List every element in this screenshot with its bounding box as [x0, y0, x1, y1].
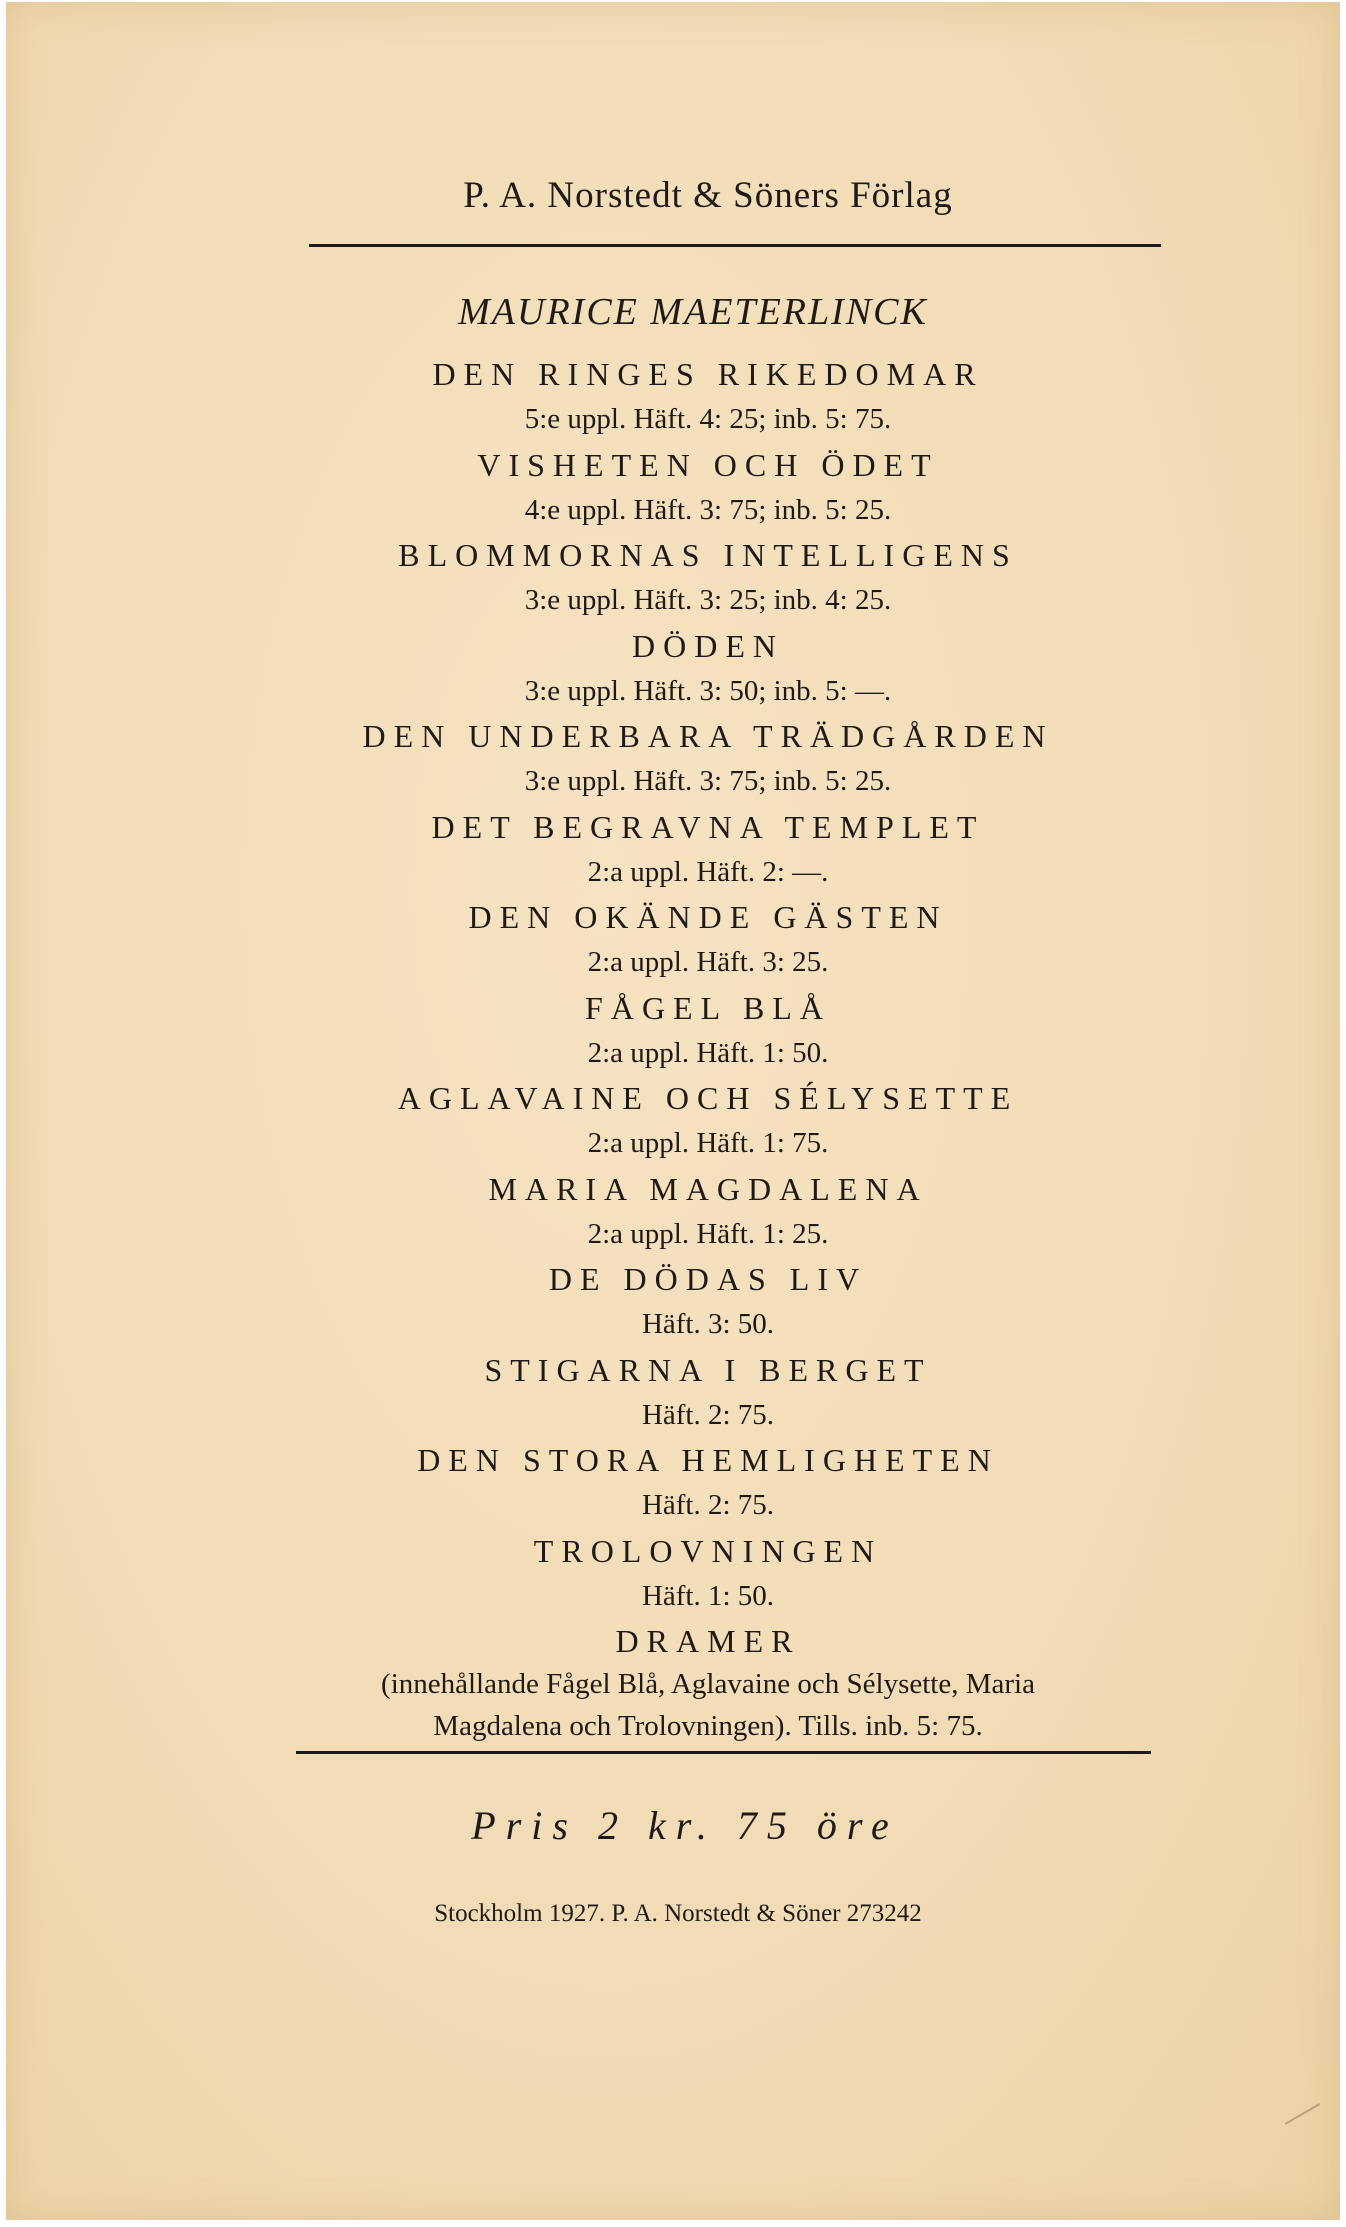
paper-page [6, 2, 1340, 2220]
book-title: STIGARNA I BERGET [484, 1351, 932, 1388]
book-entry [76, 714, 1340, 805]
dramer-title: DRAMER [615, 1623, 801, 1659]
publisher-heading: P. A. Norstedt & Söners Förlag [463, 175, 953, 216]
book-entry [76, 895, 1340, 986]
book-title: VISHETEN OCH ÖDET [477, 446, 939, 483]
top-rule [309, 244, 1161, 247]
dramer-note-line-1: (innehållande Fågel Blå, Aglavaine och Sélysette, Maria [381, 1668, 1035, 1700]
book-price: Häft. 2: 75. [641, 1398, 775, 1431]
book-price: 2:a uppl. Häft. 1: 75. [587, 1127, 829, 1159]
book-price: 2:a uppl. Häft. 1: 50. [587, 1036, 829, 1069]
book-entry [76, 1076, 1340, 1167]
book-title: TROLOVNINGEN [533, 1532, 883, 1569]
book-title: MARIA MAGDALENA [488, 1170, 928, 1207]
book-title: DET BEGRAVNA TEMPLET [431, 808, 985, 845]
pencil-mark [1285, 2103, 1328, 2137]
book-entry [76, 986, 1340, 1077]
book-entry [76, 533, 1340, 624]
book-price: Häft. 2: 75. [641, 1489, 775, 1521]
book-price: 4:e uppl. Häft. 3: 75; inb. 5: 25. [524, 493, 892, 526]
book-title: DEN STORA HEMLIGHETEN [417, 1442, 999, 1478]
book-title: DE DÖDAS LIV [548, 1261, 868, 1297]
book-price: Häft. 3: 50. [641, 1308, 775, 1340]
book-price: 2:a uppl. Häft. 2: —. [587, 855, 829, 888]
book-title: AGLAVAINE OCH SÉLYSETTE [397, 1080, 1019, 1116]
dramer-note-line-2: Magdalena och Trolovningen). Tills. inb. 5: 75. [433, 1710, 983, 1742]
book-entry [76, 352, 1340, 443]
book-entry [76, 1167, 1340, 1258]
book-price: 3:e uppl. Häft. 3: 50; inb. 5: —. [524, 674, 892, 707]
book-price: 5:e uppl. Häft. 4: 25; inb. 5: 75. [524, 403, 892, 435]
book-entry [76, 1348, 1340, 1439]
book-price: 2:a uppl. Häft. 3: 25. [587, 946, 829, 978]
bottom-rule [296, 1751, 1151, 1754]
book-price: Häft. 1: 50. [641, 1579, 775, 1612]
book-entry [76, 1438, 1340, 1529]
price-statement: Pris 2 kr. 75 öre [471, 1803, 899, 1848]
book-title: BLOMMORNAS INTELLIGENS [398, 537, 1018, 573]
dramer-entry [76, 1619, 1340, 1747]
book-title: DEN UNDERBARA TRÄDGÅRDEN [362, 718, 1054, 754]
book-entry [76, 1257, 1340, 1348]
book-title: DÖDEN [632, 627, 784, 664]
book-entry [76, 624, 1340, 715]
author-name: MAURICE MAETERLINCK [458, 291, 928, 333]
book-list [6, 352, 1340, 1747]
book-entry [76, 443, 1340, 534]
book-title: DEN RINGES RIKEDOMAR [432, 356, 984, 392]
book-title: FÅGEL BLÅ [585, 989, 831, 1026]
imprint-line: Stockholm 1927. P. A. Norstedt & Söner 273242 [434, 1900, 922, 1927]
book-entry [76, 805, 1340, 896]
book-price: 3:e uppl. Häft. 3: 25; inb. 4: 25. [524, 584, 892, 616]
book-title: DEN OKÄNDE GÄSTEN [468, 899, 948, 935]
book-entry [76, 1529, 1340, 1620]
book-price: 3:e uppl. Häft. 3: 75; inb. 5: 25. [524, 765, 892, 797]
book-price: 2:a uppl. Häft. 1: 25. [587, 1217, 829, 1250]
